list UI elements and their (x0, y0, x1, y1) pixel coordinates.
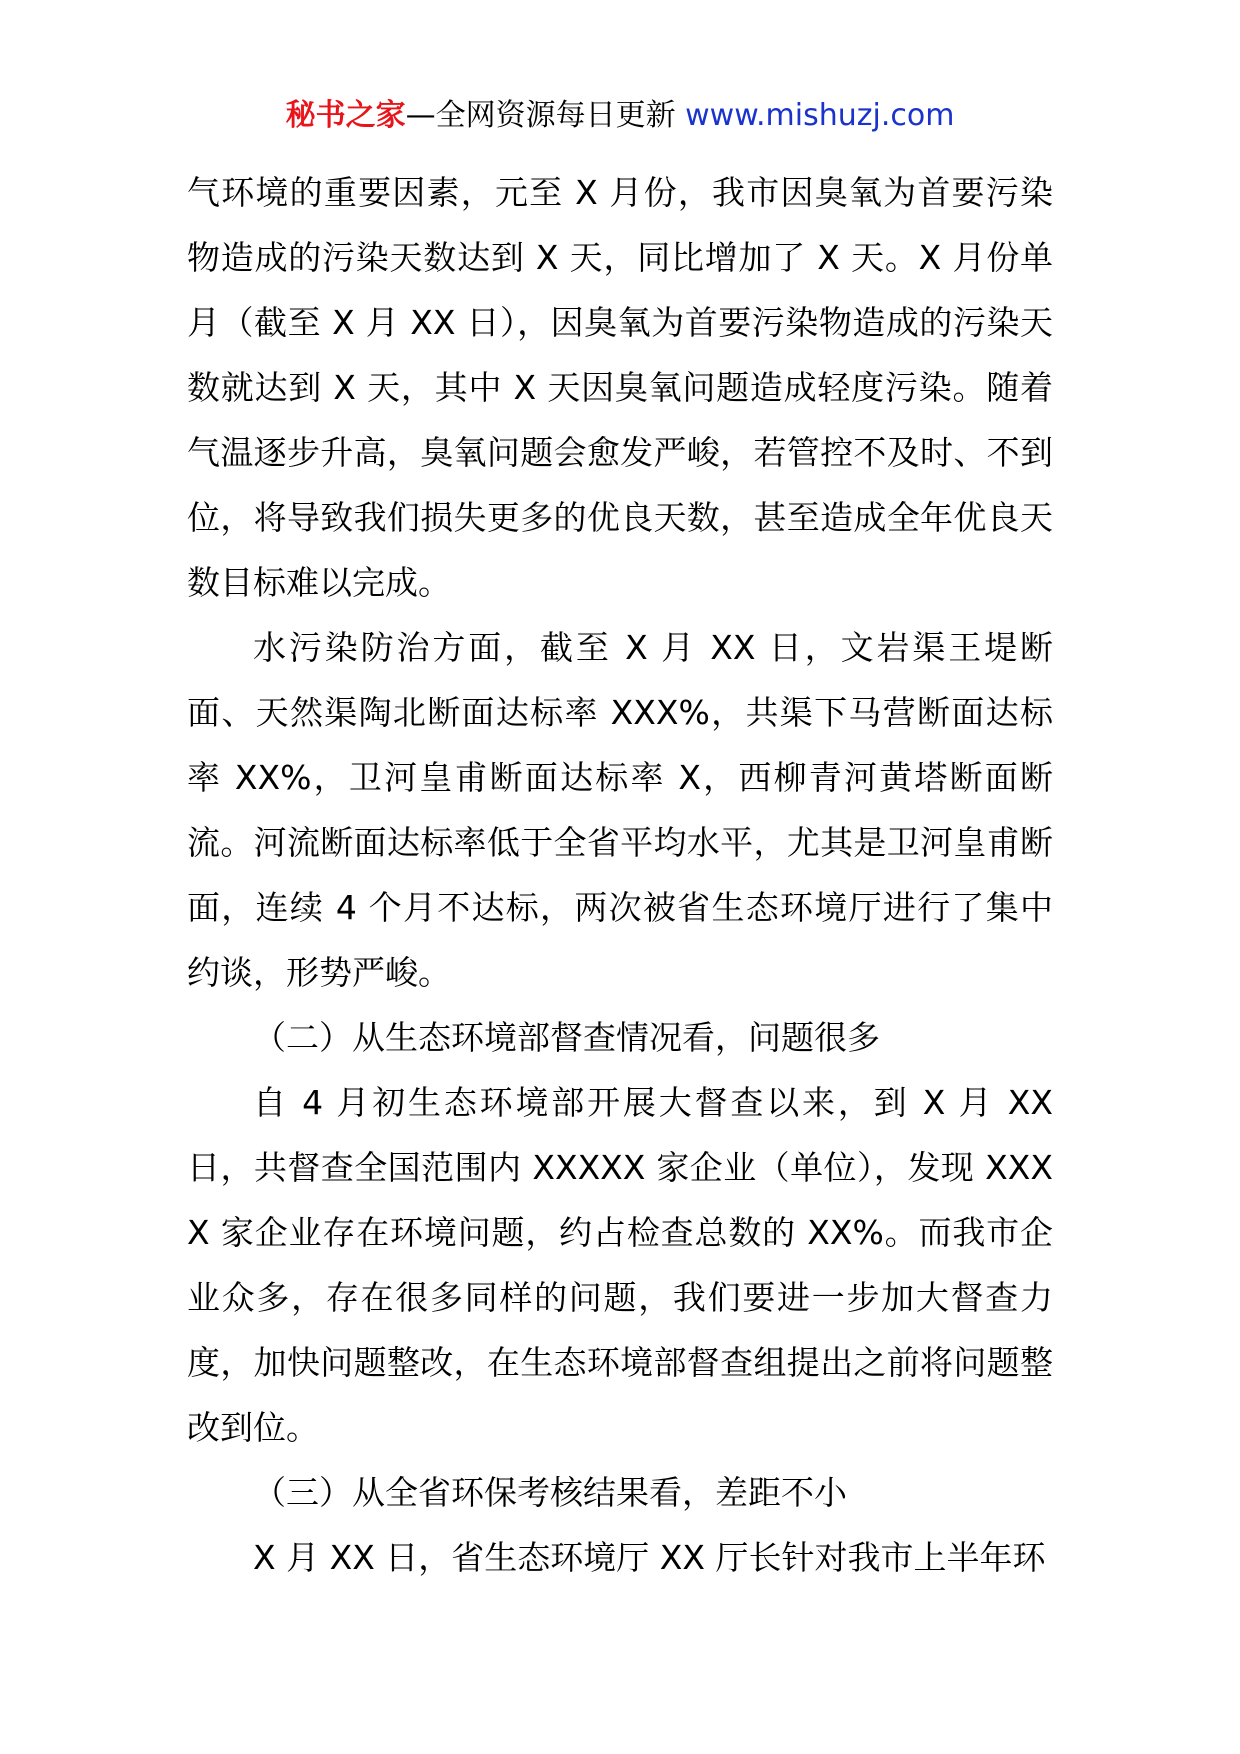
site-tagline: —全网资源每日更新 (405, 98, 686, 133)
site-url[interactable]: www.mishuzj.com (685, 98, 955, 133)
site-header (0, 96, 1240, 136)
section-heading-2: （二）从生态环境部督查情况看，问题很多 (253, 1018, 880, 1057)
site-brand: 秘书之家 (285, 98, 406, 133)
paragraph-assessment: X 月 XX 日，省生态环境厅 XX 厅长针对我市上半年环 (253, 1538, 1046, 1577)
document-body (187, 160, 1053, 1590)
section-heading-3: （三）从全省环保考核结果看，差距不小 (253, 1473, 847, 1512)
paragraph-water-pollution: 水污染防治方面，截至 X 月 XX 日，文岩渠王堤断面、天然渠陶北断面达标率 XXX%，共渠下马营断面达标率 XX%，卫河皇甫断面达标率 X，西柳青河黄塔断面断流。河流断面达标率低于全省平均水平，尤其是卫河皇甫断面，连续 4 个月不达标，两次被省生态环境厅进行了集中约谈，形势严峻。 (187, 628, 1053, 992)
paragraph-inspection: 自 4 月初生态环境部开展大督查以来，到 X 月 XX 日，共督查全国范围内 XXXXX 家企业（单位），发现 XXXX 家企业存在环境问题，约占检查总数的 XX%。而我市企业众多，存在很多同样的问题，我们要进一步加大督查力度，加快问题整改，在生态环境部督查组提出之前将问题整改到位。 (187, 1083, 1053, 1447)
paragraph-continued: 气环境的重要因素，元至 X 月份，我市因臭氧为首要污染物造成的污染天数达到 X 天，同比增加了 X 天。X 月份单月（截至 X 月 XX 日），因臭氧为首要污染物造成的污染天数就达到 X 天，其中 X 天因臭氧问题造成轻度污染。随着气温逐步升高，臭氧问题会愈发严峻，若管控不及时、不到位，将导致我们损失更多的优良天数，甚至造成全年优良天数目标难以完成。 (187, 173, 1053, 602)
